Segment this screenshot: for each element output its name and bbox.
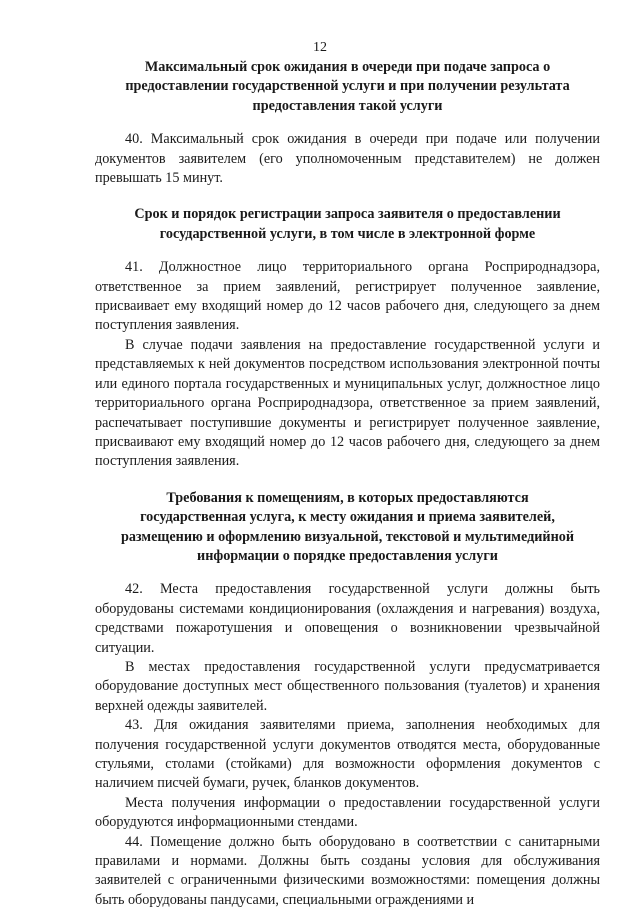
page-number: 12 bbox=[313, 40, 327, 55]
heading-line: предоставления такой услуги bbox=[252, 97, 443, 114]
heading-line: Срок и порядок регистрации запроса заявителя о предоставлении bbox=[134, 206, 561, 223]
heading-line: государственная услуга, к месту ожидания и приема заявителей, bbox=[140, 509, 555, 526]
section-heading bbox=[105, 58, 590, 116]
section-heading bbox=[105, 205, 590, 244]
paragraph: В местах предоставления государственной услуги предусматривается оборудование доступных мест общественного пользования (туалетов) и хранения верхней одежды заявителей. bbox=[95, 658, 600, 714]
paragraph: Места получения информации о предоставлении государственной услуги оборудуются информационными стендами. bbox=[95, 794, 600, 831]
paragraph-43: 43. Для ожидания заявителями приема, заполнения необходимых для получения государственной услуги документов отводятся места, оборудованные стульями, столами (стойками) для возможности оформления документов с наличием писчей бумаги, ручек, бланков документов. bbox=[95, 717, 600, 792]
heading-line: Требования к помещениям, в которых предоставляются bbox=[166, 489, 529, 506]
paragraph-41: 41. Должностное лицо территориального органа Росприроднадзора, ответственное за прием заявлений, регистрирует полученное заявление, присваивает ему входящий номер до 12 часов рабочего дня, следующего за днем поступления заявления. bbox=[95, 259, 600, 334]
paragraph-42: 42. Места предоставления государственной услуги должны быть оборудованы системами кондиционирования (охлаждения и нагревания) воздуха, средствами пожаротушения и оповещения о возникновении чрезвычайной ситуации. bbox=[95, 581, 600, 656]
heading-line: предоставлении государственной услуги и при получении результата bbox=[125, 78, 570, 95]
paragraph: В случае подачи заявления на предоставление государственной услуги и представляемых к ней документов посредством использования электронной почты или единого портала государственных и муниципальных услуг, должностное лицо территориального органа Росприроднадзора, ответственное за прием заявлений, распечатывает поступившие документы и регистрирует полученное заявление, присваивают ему входящий номер до 12 часов рабочего дня, следующего за днем поступления заявления. bbox=[95, 336, 600, 470]
section-heading bbox=[105, 489, 590, 567]
paragraph-40: 40. Максимальный срок ожидания в очереди при подаче или получении документов заявителем (его уполномоченным представителем) не должен превышать 15 минут. bbox=[95, 131, 600, 187]
heading-line: государственной услуги, в том числе в электронной форме bbox=[159, 225, 536, 242]
heading-line: размещению и оформлению визуальной, текстовой и мультимедийной bbox=[120, 528, 575, 545]
heading-line: Максимальный срок ожидания в очереди при подаче запроса о bbox=[144, 59, 551, 75]
heading-line: информации о порядке предоставления услуги bbox=[197, 547, 498, 564]
paragraph-44: 44. Помещение должно быть оборудовано в соответствии с санитарными правилами и нормами. Должны быть созданы условия для обслуживания заявителей с ограниченными физическими возможностями: помещения должны быть оборудованы пандусами, специальными ограждениями и bbox=[95, 833, 600, 908]
page-content bbox=[95, 58, 600, 910]
